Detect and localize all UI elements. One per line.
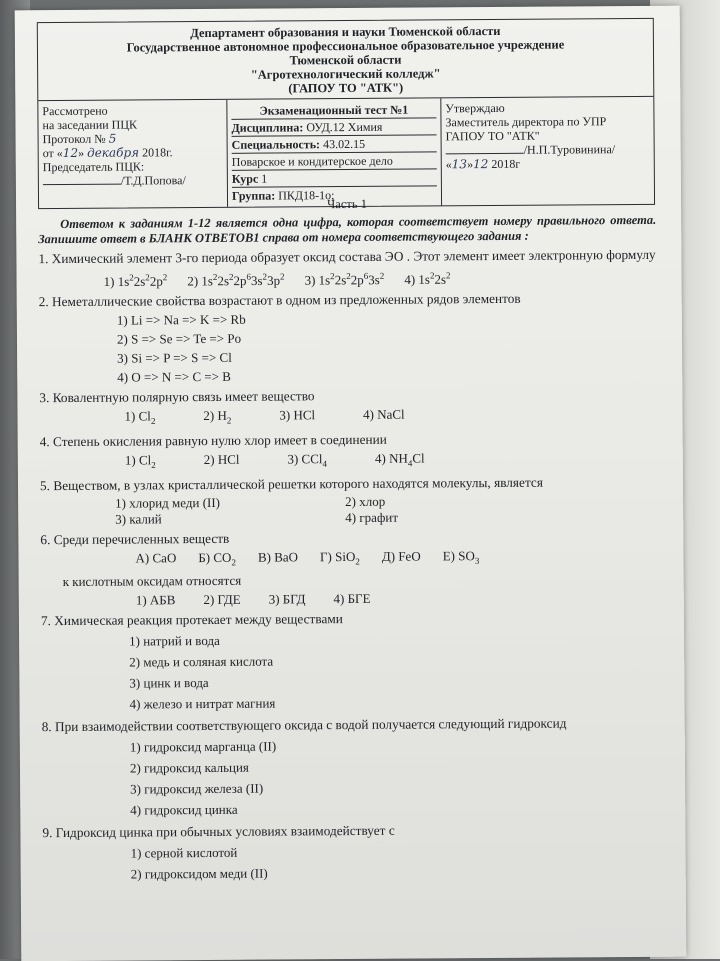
substance: Е) $SO_3$ <box>442 547 480 566</box>
specialty-label: Специальность: <box>231 137 321 152</box>
discipline-label: Дисциплина: <box>231 120 304 135</box>
option: 4) железо и нитрат магния <box>129 695 276 712</box>
test-title: Экзаменационный тест №1 <box>259 102 409 118</box>
protocol-number: 5 <box>108 131 117 146</box>
header-line4: "Агротехнологический колледж" <box>250 66 441 82</box>
header-middle <box>227 98 442 206</box>
option: 1) $Cl_2$ <box>124 408 156 427</box>
date-mid: » <box>467 157 474 172</box>
discipline-value: ОУД.12 Химия <box>306 119 383 135</box>
signature-line <box>43 184 121 186</box>
question-6-options <box>41 589 659 609</box>
option: 2) гидроксид кальция <box>129 759 249 776</box>
option: 3) цинк и вода <box>129 675 209 691</box>
date-prefix: от « <box>42 146 63 161</box>
org-label: ГАПОУ ТО "АТК" <box>445 128 540 144</box>
option: 4) гидроксид цинка <box>130 801 238 818</box>
group-label: Группа: <box>231 188 276 203</box>
question-7: 7. Химическая реакция протекает между веществами <box>40 611 343 629</box>
date-month: 12 <box>473 157 489 172</box>
date-mid: » <box>78 145 85 160</box>
option: 1) серной кислотой <box>130 844 238 861</box>
header-line2: Государственное автономное профессиональное образовательное учреждение <box>126 37 565 55</box>
option: 4) БГЕ <box>333 590 371 607</box>
option: 1) натрий и вода <box>129 633 220 649</box>
specialty-code: 43.02.15 <box>322 136 366 152</box>
approve-date <box>446 156 650 171</box>
option: 2) медь и соляная кислота <box>129 653 274 670</box>
header-line3: Тюменской области <box>289 52 402 68</box>
substance: А) CaO <box>135 549 177 566</box>
exam-sheet <box>15 6 687 961</box>
substance: Б) $CO_2$ <box>198 549 236 567</box>
option: 3) БГД <box>268 591 306 607</box>
deputy-name: /Н.П.Туровинина/ <box>523 142 616 157</box>
header-right <box>441 97 654 205</box>
date-day: 12 <box>62 145 79 161</box>
protocol-line <box>43 131 223 146</box>
chair-signature-line <box>43 173 223 188</box>
option: 1) $Cl_2$ <box>124 452 156 470</box>
option: 4) O => N => C => B <box>117 369 231 385</box>
question-3: 3. Ковалентную полярную связь имеет вещество <box>39 388 315 406</box>
question-9-options <box>43 842 661 883</box>
option: 3) HCl <box>279 407 316 423</box>
option: 1) Li => Na => K => Rb <box>116 312 246 328</box>
question-5: 5. Веществом, в узлах кристаллической решетки которого находятся молекулы, является <box>39 474 543 493</box>
question-2-options <box>39 309 657 386</box>
option: 2) гидроксидом меди (II) <box>130 865 268 882</box>
deputy-signature-line <box>446 142 650 157</box>
option: 3) калий <box>115 510 162 527</box>
date-year: 2018г. <box>141 145 173 160</box>
option: 2) $1s^22s^22p^63s^23p^2$ <box>187 271 285 289</box>
question-1: 1. Химический элемент 3-го периода образует оксид состава ЭО . Этот элемент имеет электронную формулу <box>38 246 656 267</box>
question-7-options <box>41 630 660 713</box>
question-8-options <box>42 736 661 819</box>
option: 3) Si => P => S => Cl <box>117 350 232 366</box>
question-6-substances <box>40 546 658 571</box>
part-title: Часть 1 <box>327 196 367 212</box>
protocol-label: Протокол № <box>42 131 106 147</box>
option: 1) гидроксид марганца (II) <box>129 738 277 755</box>
option: 3) гидроксид железа (II) <box>130 780 264 797</box>
question-1-options <box>39 266 657 291</box>
substance: Д) FeO <box>381 548 421 564</box>
question-4: 4. Степень окисления равную нулю хлор имеет в соединении <box>39 431 387 450</box>
option: 2) хлор <box>345 493 386 509</box>
option: 2) HCl <box>203 451 240 467</box>
question-3-options <box>39 405 657 430</box>
header-title <box>38 19 654 101</box>
option: 1) $1s^22s^22p^2$ <box>103 272 168 290</box>
option: 2) ГДЕ <box>203 591 241 608</box>
question-2: 2. Неметаллические свойства возрастают в одном из предложенных рядов элементов <box>38 291 521 310</box>
question-6-subtext: к кислотным оксидам относятся <box>62 572 242 590</box>
chair-name: /Т.Д.Попова/ <box>120 173 186 188</box>
chair-label: Председатель ПЦК: <box>42 159 145 175</box>
reviewed-label: Рассмотрено <box>42 103 108 119</box>
header-table <box>37 18 655 209</box>
question-5-options <box>40 491 658 527</box>
option: 1) хлорид меди (II) <box>115 494 221 511</box>
option: 4) $1s^22s^2$ <box>404 270 451 287</box>
question-9: 9. Гидроксид цинка при обычных условиях взаимодействует с <box>42 822 395 841</box>
option: 3) $1s^22s^22p^63s^2$ <box>304 270 385 288</box>
course-value: 1 <box>261 171 268 186</box>
committee-label: на заседании ПЦК <box>42 117 138 133</box>
substance: В) BaO <box>257 548 299 565</box>
option: 1) АБВ <box>135 592 176 608</box>
option: 3) CCl$_4$ <box>287 451 328 469</box>
header-line1: Департамент образования и науки Тюменской области <box>190 23 501 41</box>
approve-label: Утверждаю <box>445 100 505 116</box>
option: 4) $NH_4Cl$ <box>374 450 425 469</box>
deputy-label: Заместитель директора по УПР <box>445 114 607 130</box>
date-year: 2018г <box>491 156 521 172</box>
group-value: ПКД18-1о; <box>278 188 335 203</box>
instruction: Ответом к заданиям 1-12 является одна цифра, которая соответствует номеру правильного ответа. Запишите ответ в БЛАНК ОТВЕТОВ1 справа от номера соответствующего задания : <box>38 212 657 247</box>
question-4-options <box>40 449 658 474</box>
substance: Г) SiO$_2$ <box>319 548 360 567</box>
header-left <box>38 100 228 208</box>
option: 4) NaCl <box>363 406 405 423</box>
option: 2) $H_2$ <box>203 408 232 426</box>
course-label: Курс <box>231 171 259 186</box>
date-month: декабря <box>87 145 140 160</box>
test-content <box>38 194 661 883</box>
option: 2) S => Se => Te => Po <box>116 331 242 347</box>
header-line5: (ГАПОУ ТО "АТК") <box>288 80 404 96</box>
specialty-name: Поварское и кондитерское дело <box>232 152 437 170</box>
option: 4) графит <box>345 509 399 525</box>
date-prefix: « <box>445 157 452 172</box>
date-day: 13 <box>451 157 468 172</box>
protocol-date <box>43 145 223 160</box>
signature-line <box>446 153 524 155</box>
question-6: 6. Среди перечисленных веществ <box>40 530 230 547</box>
question-8: 8. При взаимодействии соответствующего оксида с водой получается следующий гидроксид <box>41 715 567 735</box>
